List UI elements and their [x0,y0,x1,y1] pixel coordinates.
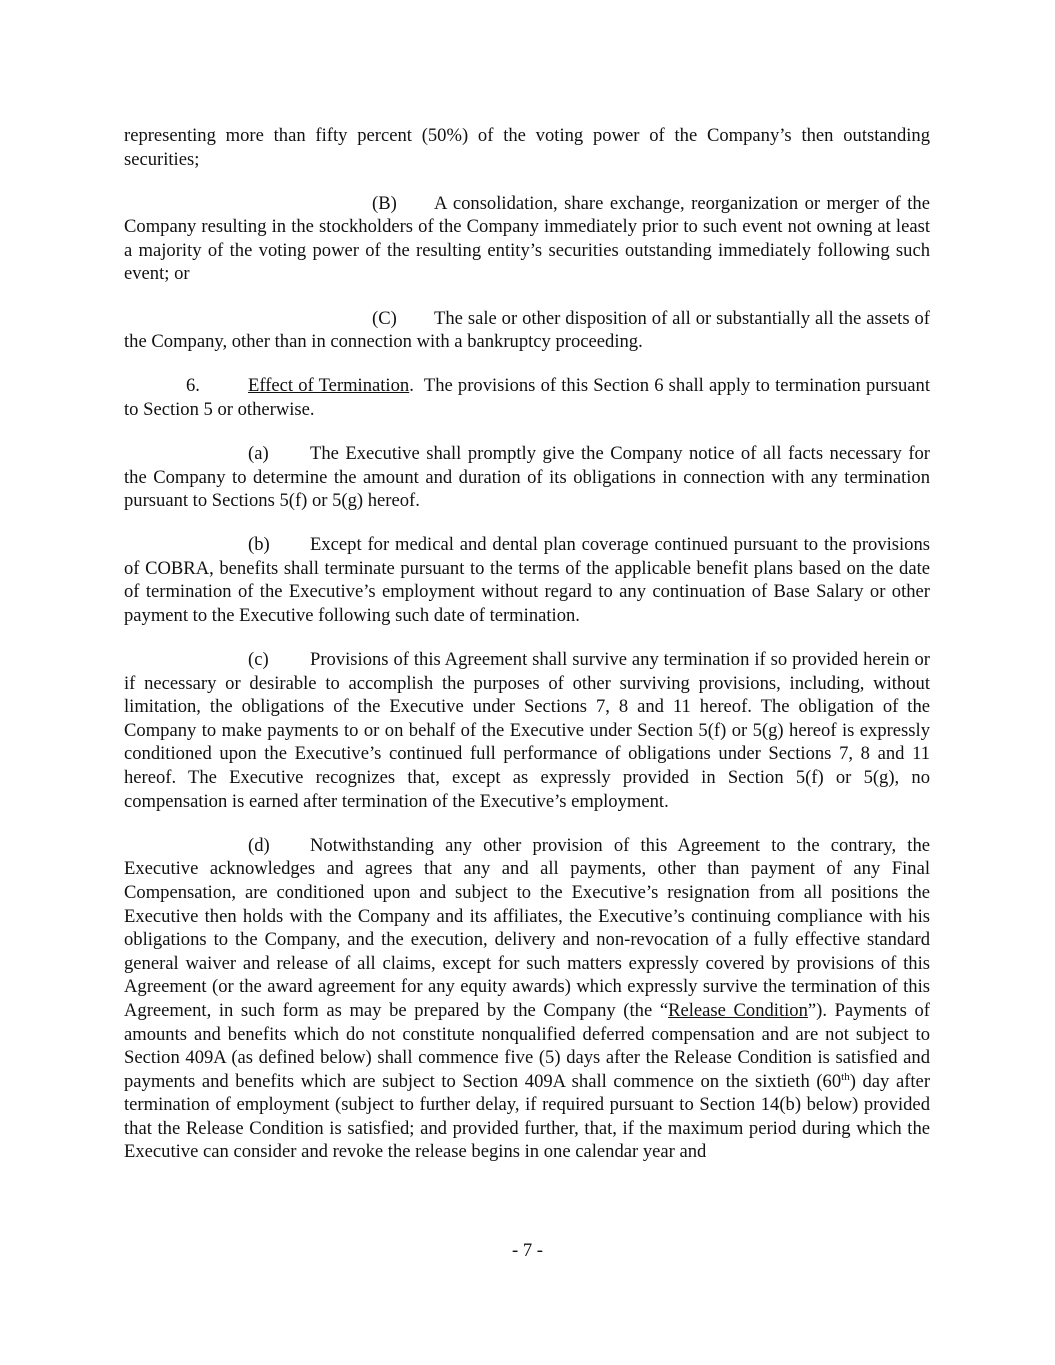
section-number: 6. [186,375,200,397]
subsection-text-part-1: Notwithstanding any other provision of this Agreement to the contrary, the Executive acknowledges and agrees that any and all payments, other than payment of any Final Compensation, are conditioned upon and subject to the Executive’s resignation from all positions the Executive then holds with the Company and its affiliates, the Executive’s continuing compliance with his obligations to the Company, and the execution, delivery and non-revocation of a fully effective standard general waiver and release of all claims, except for such matters expressly covered by provisions of this Agreement (or the award agreement for any equity awards) which expressly survive the termination of this Agreement, in such form as may be prepared by the Company (the “ [124,834,930,1021]
subsection-label: (a) [248,442,269,464]
clause-text: The sale or other disposition of all or substantially all the assets of the Company, other than in connection with a bankruptcy proceeding. [124,307,930,353]
section-heading-period: . [409,375,414,397]
subsection-text: The Executive shall promptly give the Company notice of all facts necessary for the Company to determine the amount and duration of its obligations in connection with any termination pursuant to Sections 5(f) or 5(g) hereof. [124,442,930,512]
subsection-label: (d) [248,834,270,856]
ordinal-superscript: th [841,1070,850,1083]
subsection-a-notice [124,442,930,513]
subsection-text: Except for medical and dental plan coverage continued pursuant to the provisions of COBRA, benefits shall terminate pursuant to the terms of the applicable benefit plans based on the date of termination of the Executive’s employment without regard to any continuation of Base Salary or other payment to the Executive following such date of termination. [124,534,930,626]
paragraph-securities-continuation [124,124,930,171]
clause-c-asset-sale [124,307,930,354]
clause-b-consolidation [124,192,930,286]
page-number: - 7 - [512,1240,543,1261]
document-page [124,124,930,1185]
section-text: The provisions of this Section 6 shall apply to termination pursuant to Section 5 or otherwise. [124,375,931,420]
subsection-text-part-2: ”). Payments of amounts and benefits which do not constitute nonqualified deferred compensation and are not subject to Section 409A (as defined below) shall commence five (5) days after the Release Condition is satisfied and payments and benefits which are subject to Section 409A shall commence on the sixtieth (60 [124,999,930,1092]
subsection-d-release-condition [124,834,930,1164]
subsection-text-part-3: ) day after termination of employment (subject to further delay, if required pursuant to Section 14(b) below) provided that the Release Condition is satisfied; and provided further, that, if the maximum period during which the Executive can consider and revoke the release begins in one calendar year and [124,1070,931,1163]
paragraph-text: representing more than fifty percent (50%) of the voting power of the Company’s then outstanding securities; [124,125,930,170]
defined-term-release-condition: Release Condition [668,999,808,1021]
section-heading: Effect of Termination [248,375,410,397]
section-6-effect-of-termination [124,374,930,421]
subsection-b-benefits [124,533,930,627]
clause-text: A consolidation, share exchange, reorganization or merger of the Company resulting in the stockholders of the Company immediately prior to such event not owning at least a majority of the voting power of the resulting entity’s securities outstanding immediately following such event; or [124,192,930,285]
subsection-label: (c) [248,649,269,671]
clause-label: (B) [372,192,397,214]
clause-label: (C) [372,307,397,329]
subsection-c-survival [124,648,930,813]
subsection-label: (b) [248,534,270,556]
subsection-text: Provisions of this Agreement shall survive any termination if so provided herein or if necessary or desirable to accomplish the purposes of other surviving provisions, including, without limitation, the obligations of the Executive under Sections 7, 8 and 11 hereof. The obligation of the Company to make payments to or on behalf of the Executive under Section 5(f) or 5(g) hereof is expressly conditioned upon the Executive’s continued full performance of obligations under Sections 7, 8 and 11 hereof. The Executive recognizes that, except as expressly provided in Section 5(f) or 5(g), no compensation is earned after termination of the Executive’s employment. [124,649,930,812]
